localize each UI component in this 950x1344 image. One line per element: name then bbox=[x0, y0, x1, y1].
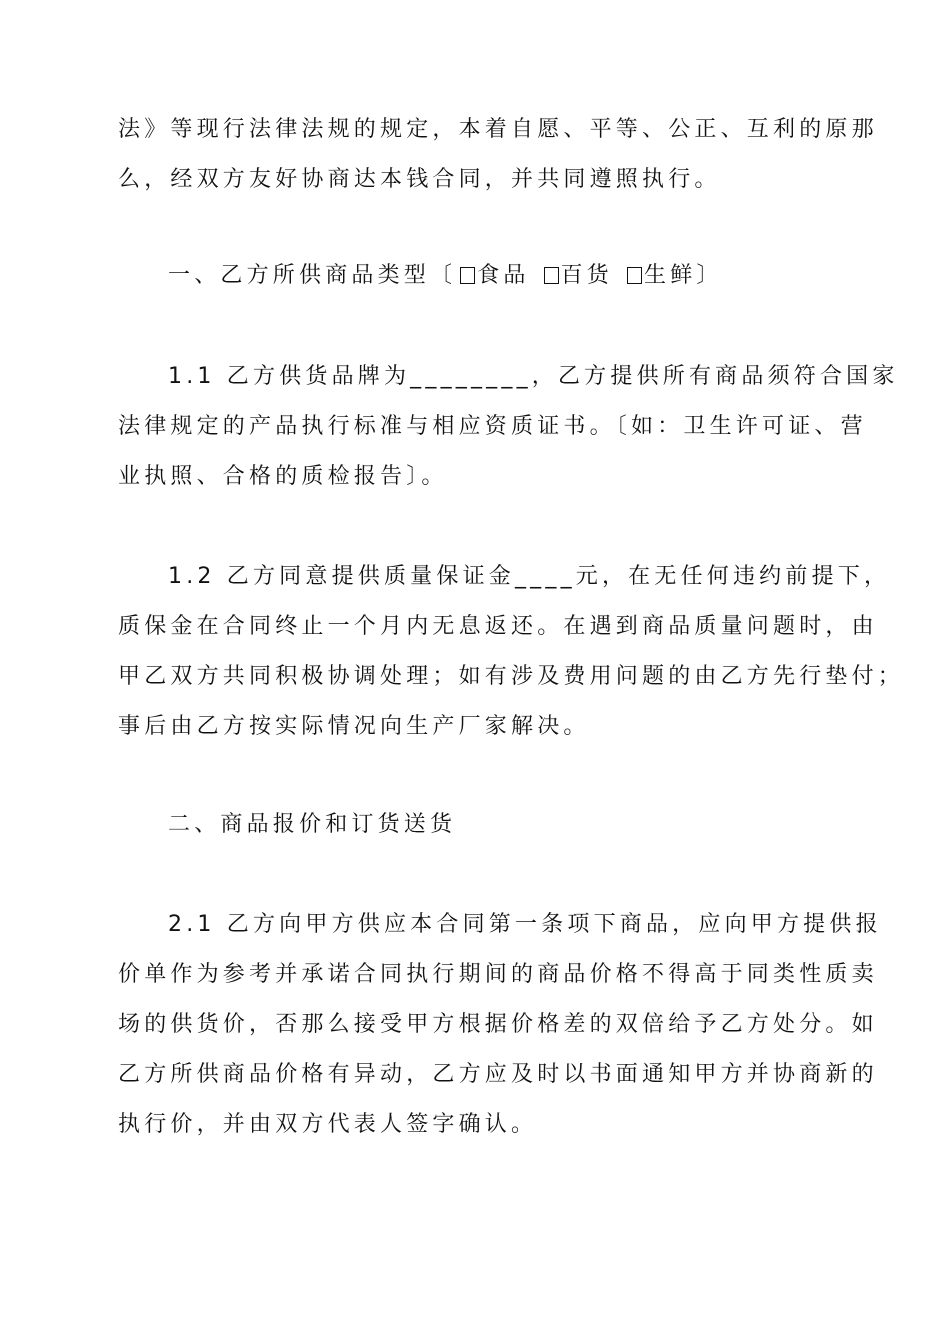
clause-2-1-line-5: 执行价，并由双方代表人签字确认。 bbox=[118, 1112, 538, 1137]
option-food bbox=[456, 263, 529, 288]
checkbox-food bbox=[460, 267, 475, 284]
clause-1-1-line-2: 法律规定的产品执行标准与相应资质证书。〔如：卫生许可证、营 bbox=[118, 414, 867, 439]
section-2-heading: 二、商品报价和订货送货 bbox=[168, 812, 457, 837]
checkbox-fresh bbox=[627, 267, 642, 284]
clause-1-1-line-1: 1.1 乙方供货品牌为________，乙方提供所有商品须符合国家 bbox=[168, 364, 899, 389]
section-1-heading-prefix: 一、乙方所供商品类型〔 bbox=[168, 263, 457, 288]
clause-2-1-line-3: 场的供货价，否那么接受甲方根据价格差的双倍给予乙方处分。如 bbox=[118, 1012, 878, 1037]
intro-line-2: 么，经双方友好协商达本钱合同，并共同遵照执行。 bbox=[118, 167, 721, 192]
option-general-goods-label: 百货 bbox=[560, 263, 614, 288]
option-fresh bbox=[623, 263, 696, 288]
clause-2-1-line-4: 乙方所供商品价格有异动，乙方应及时以书面通知甲方并协商新的 bbox=[118, 1062, 878, 1087]
clause-2-1-line-1: 2.1 乙方向甲方供应本合同第一条项下商品，应向甲方提供报 bbox=[168, 912, 882, 937]
section-1-heading-suffix: 〕 bbox=[696, 263, 723, 288]
clause-1-2-line-4: 事后由乙方按实际情况向生产厂家解决。 bbox=[118, 714, 590, 739]
checkbox-general-goods bbox=[544, 267, 559, 284]
clause-1-2-line-3: 甲乙双方共同积极协调处理；如有涉及费用问题的由乙方先行垫付； bbox=[118, 664, 905, 689]
section-1-heading bbox=[168, 261, 888, 291]
clause-2-1-line-2: 价单作为参考并承诺合同执行期间的商品价格不得高于同类性质卖 bbox=[118, 962, 878, 987]
option-fresh-label: 生鲜 bbox=[644, 263, 697, 288]
clause-1-1-line-3: 业执照、合格的质检报告〕。 bbox=[118, 464, 448, 489]
option-food-label: 食品 bbox=[477, 263, 530, 288]
option-general-goods bbox=[540, 263, 613, 288]
intro-line-1: 法》等现行法律法规的规定，本着自愿、平等、公正、互利的原那 bbox=[118, 117, 878, 142]
clause-1-2-line-1: 1.2 乙方同意提供质量保证金____元，在无任何违约前提下， bbox=[168, 564, 891, 589]
clause-1-2-line-2: 质保金在合同终止一个月内无息返还。在遇到商品质量问题时，由 bbox=[118, 614, 878, 639]
